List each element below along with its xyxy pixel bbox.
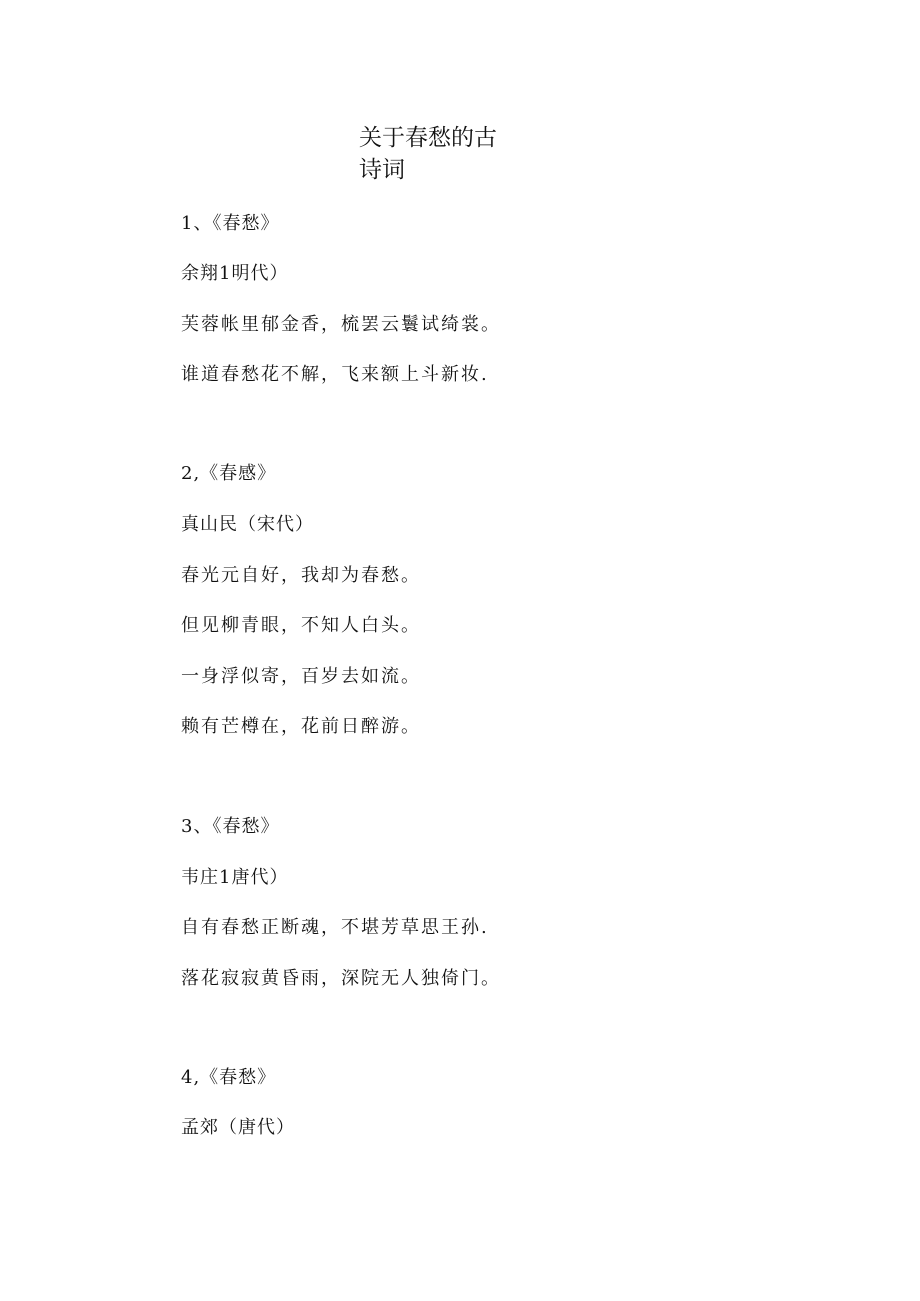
- poem-1-line-2: 谁道春愁花不解，飞来额上斗新妆.: [181, 364, 489, 385]
- poem-1-author: 余翔1明代）: [181, 263, 289, 284]
- poem-1-line-1: 芙蓉帐里郁金香，梳罢云鬟试绮裳。: [181, 314, 501, 335]
- poem-3-line-1: 自有春愁正断魂，不堪芳草思王孙.: [181, 917, 489, 938]
- poem-2-line-2: 但见柳青眼，不知人白头。: [181, 615, 421, 636]
- poem-2-line-3: 一身浮似寄，百岁去如流。: [181, 666, 421, 687]
- poem-3-line-2: 落花寂寂黄昏雨，深院无人独倚门。: [181, 968, 501, 989]
- poem-1-heading: 1、《春愁》: [181, 213, 280, 234]
- poem-4-heading: 4,《春愁》: [181, 1067, 277, 1088]
- poem-2-line-1: 春光元自好，我却为春愁。: [181, 565, 421, 586]
- poem-3-author: 韦庄1唐代）: [181, 867, 289, 888]
- poem-2-line-4: 赖有芒樽在，花前日醉游。: [181, 716, 421, 737]
- poem-2-heading: 2,《春感》: [181, 463, 277, 484]
- document-title-line-2: 诗词: [359, 157, 405, 183]
- poem-3-heading: 3、《春愁》: [181, 816, 280, 837]
- poem-4-author: 孟郊（唐代）: [181, 1117, 295, 1138]
- poem-2-author: 真山民（宋代）: [181, 514, 314, 535]
- document-title-line-1: 关于春愁的古: [359, 125, 497, 151]
